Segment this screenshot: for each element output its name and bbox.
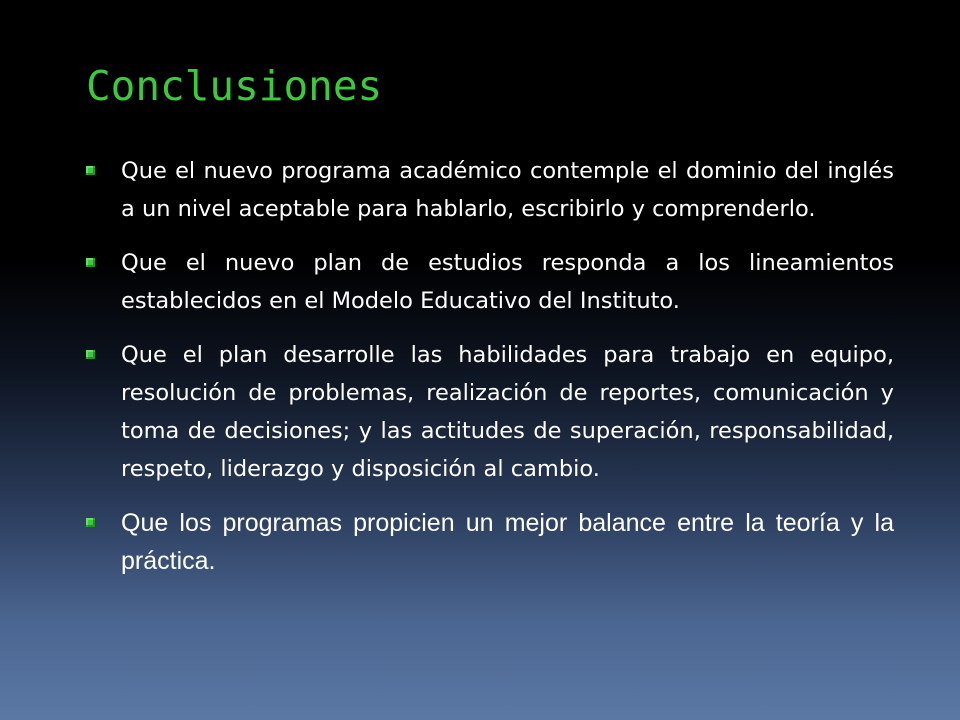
bullet-text: Que el plan desarrolle las habilidades para trabajo en equipo, resolución de problemas, realización de reportes, comunicación y toma de decisiones; y las actitudes de superación, responsabilidad, respeto, liderazgo y disposición al cambio. — [121, 342, 894, 482]
square-bullet-icon — [86, 350, 95, 359]
square-bullet-icon — [86, 166, 95, 175]
bullet-item-english — [86, 152, 894, 228]
bullet-text: Que los programas propicien un mejor balance entre la teoría y la práctica. — [121, 509, 894, 575]
bullet-item-skills — [86, 336, 894, 488]
bullet-text: Que el nuevo plan de estudios responda a los lineamientos establecidos en el Modelo Educativo del Instituto. — [121, 250, 894, 314]
bullet-list — [86, 152, 894, 596]
bullet-item-balance — [86, 504, 894, 580]
square-bullet-icon — [86, 518, 95, 527]
bullet-text: Que el nuevo programa académico contemple el dominio del inglés a un nivel aceptable para hablarlo, escribirlo y comprenderlo. — [121, 158, 894, 222]
bullet-item-study-plan — [86, 244, 894, 320]
square-bullet-icon — [86, 258, 95, 267]
slide-title: Conclusiones — [86, 62, 383, 110]
